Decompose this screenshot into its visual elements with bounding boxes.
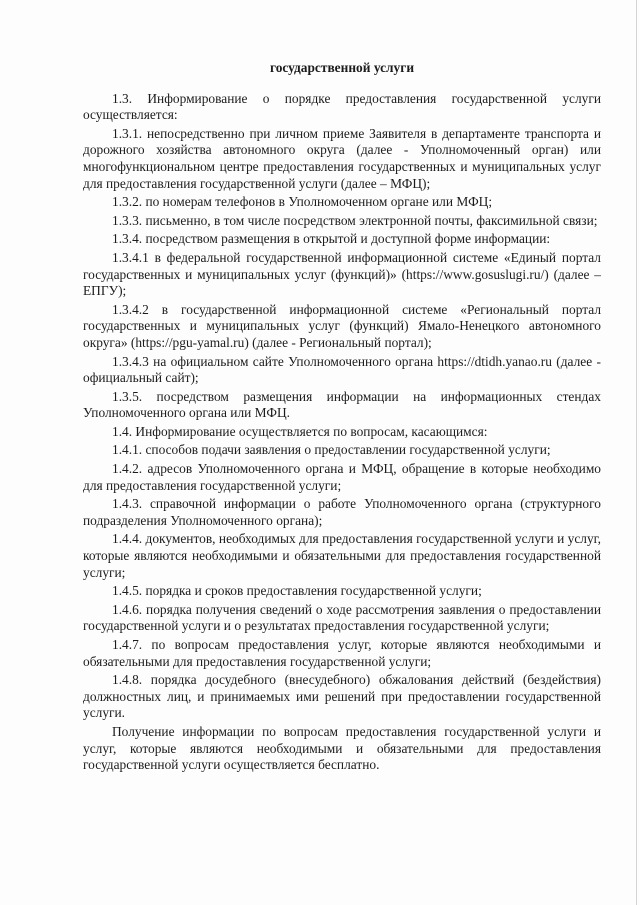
paragraph-1-4-8: 1.4.8. порядка досудебного (внесудебного) обжалования действий (бездействия) должностных лиц, и принимаемых ими решений при предоставлении государственной услуги. <box>83 672 601 721</box>
paragraph-1-4-5: 1.4.5. порядка и сроков предоставления государственной услуги; <box>112 583 482 599</box>
paragraph-1-4-2: 1.4.2. адресов Уполномоченного органа и МФЦ, обращение в которые необходимо для предоставления государственной услуги; <box>83 461 601 493</box>
page-edge <box>636 0 637 905</box>
paragraph-1-4-1: 1.4.1. способов подачи заявления о предоставлении государственной услуги; <box>112 442 551 458</box>
section-heading: государственной услуги <box>269 60 415 75</box>
paragraph-1-4-6: 1.4.6. порядка получения сведений о ходе рассмотрения заявления о предоставлении государственной услуги и о результатах предоставления государственной услуги; <box>83 601 601 634</box>
paragraph-1-4-4: 1.4.4. документов, необходимых для предоставления государственной услуги и услуг, которые являются необходимыми и обязательными для предоставления государственной услуги; <box>83 531 601 580</box>
paragraph-1-3: 1.3. Информирование о порядке предоставления государственной услуги осуществляется: <box>83 90 601 123</box>
paragraph-1-3-4-1: 1.3.4.1 в федеральной государственной информационной системе «Единый портал государственных и муниципальных услуг (функций)» (https://www.gosuslugi.ru/) (далее – ЕПГУ); <box>83 249 601 299</box>
paragraph-1-4: 1.4. Информирование осуществляется по вопросам, касающимся: <box>112 423 488 439</box>
document-body <box>83 60 601 776</box>
paragraph-1-3-2: 1.3.2. по номерам телефонов в Уполномоченном органе или МФЦ; <box>112 194 493 210</box>
paragraph-1-3-4-3: 1.3.4.3 на официальном сайте Уполномоченного органа https://dtidh.yanao.ru (далее - официальный сайт); <box>83 353 601 386</box>
paragraph-1-3-4-2: 1.3.4.2 в государственной информационной системе «Региональный портал государственных и муниципальных услуг (функций) Ямало-Ненецкого автономного округа» (https://pgu-yamal.ru) (далее - Региональный портал); <box>83 301 601 350</box>
paragraph-closing: Получение информации по вопросам предоставления государственной услуги и услуг, которые являются необходимыми и обязательными для предоставления государственной услуги осуществляется бесплатно. <box>83 723 601 773</box>
paragraph-1-3-4: 1.3.4. посредством размещения в открытой и доступной форме информации: <box>112 231 551 247</box>
paragraph-1-4-3: 1.4.3. справочной информации о работе Уполномоченного органа (структурного подразделения Уполномоченного органа); <box>83 496 601 528</box>
paragraph-1-3-5: 1.3.5. посредством размещения информации на информационных стендах Уполномоченного органа или МФЦ. <box>83 388 601 421</box>
paragraph-1-3-3: 1.3.3. письменно, в том числе посредством электронной почты, факсимильной связи; <box>112 212 598 228</box>
paragraph-1-3-1: 1.3.1. непосредственно при личном приеме Заявителя в департаменте транспорта и дорожного хозяйства автономного округа (далее - Уполномоченный орган) или многофункциональном центре предоставления государственных и муниципальных услуг для предоставления государственной услуги (далее – МФЦ); <box>83 125 601 191</box>
paragraph-1-4-7: 1.4.7. по вопросам предоставления услуг, которые являются необходимыми и обязательными для предоставления государственной услуги; <box>83 637 601 669</box>
